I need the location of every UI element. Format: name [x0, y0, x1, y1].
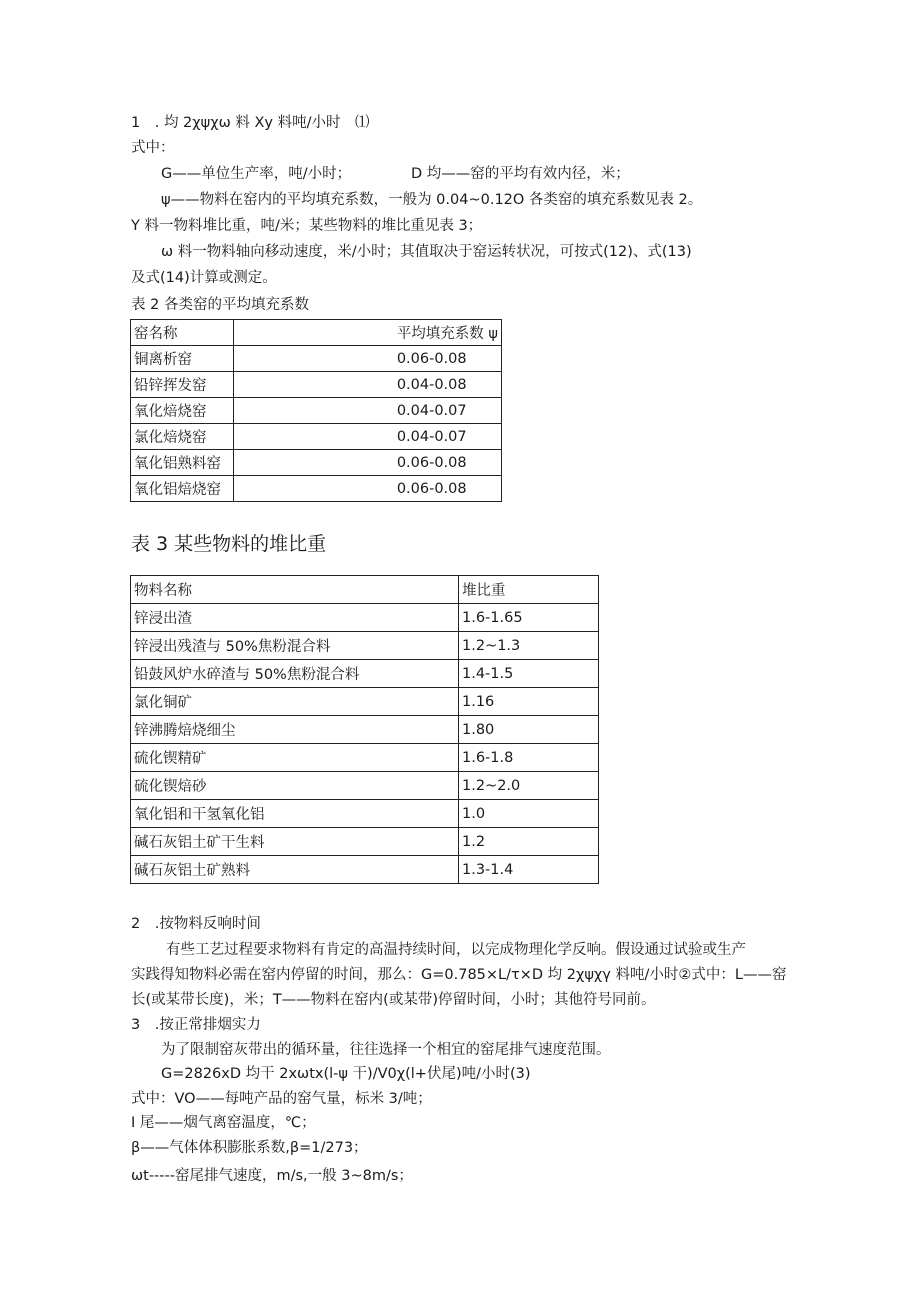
- table-header-row: [131, 576, 599, 604]
- bulk-density-cell: 1.4-1.5: [459, 660, 599, 688]
- definition-omega-continued: 及式(14)计算或测定。: [131, 270, 277, 286]
- kiln-name-cell: 氧化铝焙烧窑: [131, 476, 234, 502]
- table3-caption: 表 3 某些物料的堆比重: [131, 533, 327, 555]
- material-name-cell: 硫化锲精矿: [131, 744, 459, 772]
- column-header-bulk-density: 堆比重: [459, 576, 599, 604]
- table-row: [131, 346, 502, 372]
- method-2-paragraph-line-2: 实践得知物料必需在窑内停留的时间，那么：G=0.785×L/τ×D 均 2χψχγ 料吨/小时②式中：L——窑: [131, 967, 787, 983]
- bulk-density-cell: 1.16: [459, 688, 599, 716]
- definition-omega-t: ωt-----窑尾排气速度，m/s,一般 3~8m/s；: [131, 1168, 413, 1184]
- fill-coefficient-cell: 0.04-0.07: [233, 398, 501, 424]
- definition-tail-temperature: I 尾——烟气离窑温度，℃；: [131, 1115, 316, 1131]
- table-header-row: [131, 320, 502, 346]
- column-header-kiln-name: 窑名称: [131, 320, 234, 346]
- table-row: [131, 660, 599, 688]
- material-name-cell: 碱石灰铝土矿熟料: [131, 856, 459, 884]
- table-row: [131, 632, 599, 660]
- material-name-cell: 锌浸出渣: [131, 604, 459, 632]
- table-row: [131, 604, 599, 632]
- formula-3: G=2826xD 均干 2xωtx(l-ψ 干)/V0χ(l+伏尾)吨/小时(3): [161, 1066, 531, 1082]
- table-row: [131, 856, 599, 884]
- definition-v0: 式中：VO——每吨产品的窑气量，标米 3/吨；: [131, 1091, 432, 1107]
- table2-caption: 表 2 各类窑的平均填充系数: [131, 297, 309, 313]
- kiln-name-cell: 氧化焙烧窑: [131, 398, 234, 424]
- bulk-density-cell: 1.6-1.8: [459, 744, 599, 772]
- bulk-density-cell: 1.2~1.3: [459, 632, 599, 660]
- material-name-cell: 锌沸腾焙烧细尘: [131, 716, 459, 744]
- table-row: [131, 828, 599, 856]
- definition-g: G——单位生产率，吨/小时；: [161, 166, 352, 182]
- fill-coefficient-cell: 0.06-0.08: [233, 346, 501, 372]
- table-row: [131, 800, 599, 828]
- fill-coefficient-cell: 0.06-0.08: [233, 476, 501, 502]
- method-3-heading: 3 .按正常排烟实力: [131, 1017, 261, 1033]
- table-row: [131, 450, 502, 476]
- method-2-heading: 2 .按物料反响时间: [131, 916, 261, 932]
- bulk-density-cell: 1.3-1.4: [459, 856, 599, 884]
- definition-d: D 均——窑的平均有效内径，米；: [411, 166, 630, 182]
- material-name-cell: 碱石灰铝土矿干生料: [131, 828, 459, 856]
- table-row: [131, 716, 599, 744]
- table-row: [131, 772, 599, 800]
- material-name-cell: 氯化铜矿: [131, 688, 459, 716]
- definition-psi: ψ——物料在窑内的平均填充系数，一般为 0.04~0.12O 各类窑的填充系数见表 2。: [161, 192, 703, 208]
- bulk-density-cell: 1.0: [459, 800, 599, 828]
- method-2-paragraph-line-1: 有些工艺过程要求物料有肯定的高温持续时间，以完成物理化学反响。假设通过试验或生产: [166, 942, 746, 958]
- table-row: [131, 688, 599, 716]
- kiln-name-cell: 氧化铝熟料窑: [131, 450, 234, 476]
- material-name-cell: 氧化铝和干氢氧化铝: [131, 800, 459, 828]
- fill-coefficient-cell: 0.04-0.08: [233, 372, 501, 398]
- formula-1-heading: 1 . 均 2χψχω 料 Xy 料吨/小时 ⑴: [131, 115, 370, 131]
- bulk-density-cell: 1.80: [459, 716, 599, 744]
- material-name-cell: 硫化锲焙砂: [131, 772, 459, 800]
- bulk-density-cell: 1.2~2.0: [459, 772, 599, 800]
- material-name-cell: 铅鼓风炉水碎渣与 50%焦粉混合料: [131, 660, 459, 688]
- table-row: [131, 372, 502, 398]
- fill-coefficient-cell: 0.04-0.07: [233, 424, 501, 450]
- where-label: 式中：: [131, 140, 175, 156]
- column-header-material-name: 物料名称: [131, 576, 459, 604]
- bulk-density-cell: 1.2: [459, 828, 599, 856]
- table-row: [131, 744, 599, 772]
- material-name-cell: 锌浸出残渣与 50%焦粉混合料: [131, 632, 459, 660]
- definition-beta: β——气体体积膨胀系数,β=1/273；: [131, 1140, 368, 1156]
- table-row: [131, 398, 502, 424]
- kiln-name-cell: 铜离析窑: [131, 346, 234, 372]
- table-row: [131, 476, 502, 502]
- kiln-name-cell: 铅锌挥发窑: [131, 372, 234, 398]
- kiln-name-cell: 氯化焙烧窑: [131, 424, 234, 450]
- fill-coefficient-table: [130, 319, 502, 502]
- method-3-intro: 为了限制窑灰带出的循环量，往往选择一个相宜的窑尾排气速度范围。: [161, 1042, 611, 1058]
- column-header-fill-coefficient: 平均填充系数 ψ: [233, 320, 501, 346]
- bulk-density-cell: 1.6-1.65: [459, 604, 599, 632]
- method-2-paragraph-line-3: 长(或某带长度)，米；T——物料在窑内(或某带)停留时间，小时；其他符号同前。: [131, 992, 656, 1008]
- table-row: [131, 424, 502, 450]
- definition-omega: ω 料一物料轴向移动速度，米/小时；其值取决于窑运转状况，可按式(12)、式(13): [161, 244, 692, 260]
- bulk-density-table: [130, 575, 599, 884]
- fill-coefficient-cell: 0.06-0.08: [233, 450, 501, 476]
- definition-y: Y 料一物料堆比重，吨/米；某些物料的堆比重见表 3；: [131, 218, 483, 234]
